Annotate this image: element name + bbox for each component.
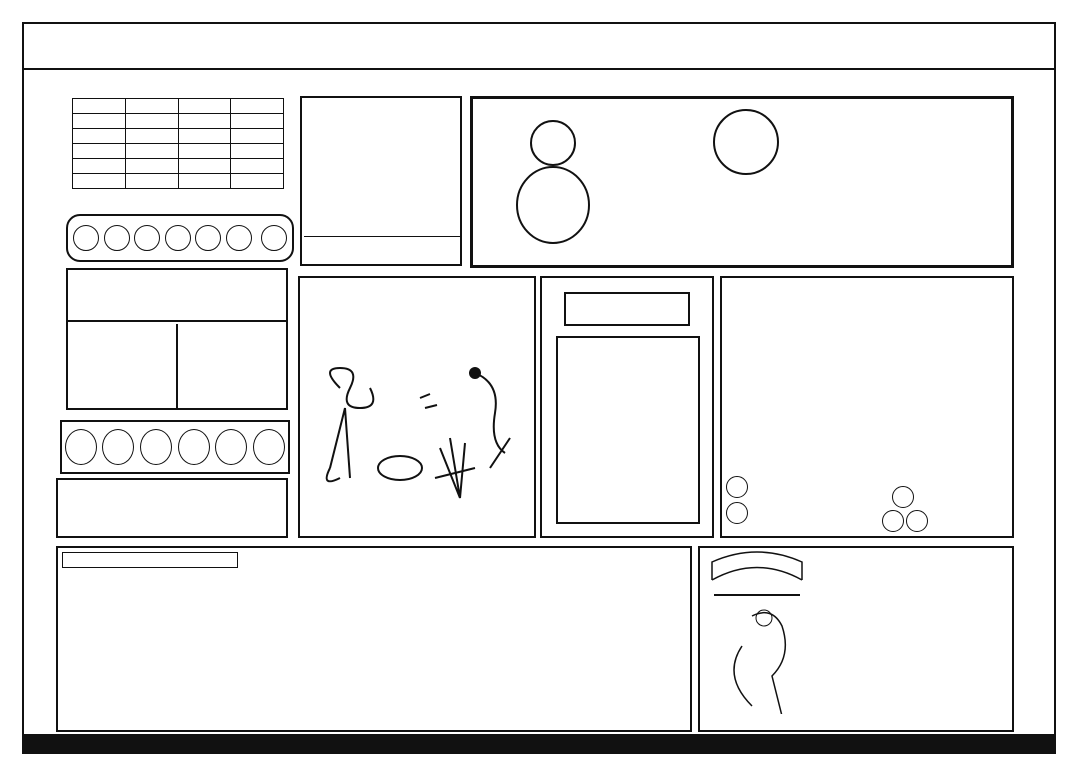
fortune-box [300, 96, 462, 266]
footer-bar [24, 734, 1054, 752]
col-header [231, 99, 284, 114]
ball [178, 429, 210, 465]
jinqi-box [66, 268, 288, 410]
jinqi-title [68, 270, 286, 322]
numbers-row [60, 420, 290, 474]
dot-chart [244, 552, 688, 728]
marksix-strip-top [26, 72, 1018, 90]
scroll [556, 336, 700, 524]
ball [906, 510, 928, 532]
interpretation-panel [698, 546, 1014, 732]
results-panel [56, 546, 692, 732]
ball [215, 429, 247, 465]
ball [73, 225, 99, 251]
ball [104, 225, 130, 251]
old-man-drawing [702, 596, 812, 714]
illustration-drawing [300, 278, 534, 536]
marksix-strip-right [1022, 90, 1040, 730]
ball [140, 429, 172, 465]
hot-cold-table-panel [66, 96, 288, 210]
ball [226, 225, 252, 251]
ball [195, 225, 221, 251]
treasure-map-panel [540, 276, 714, 538]
analysis-column-right [882, 308, 1008, 484]
ball [892, 486, 914, 508]
ball [134, 225, 160, 251]
ball [726, 502, 748, 524]
ball [165, 225, 191, 251]
special-offer-box [56, 478, 288, 538]
col-header [125, 99, 178, 114]
results-title [62, 552, 238, 568]
analysis-panel [720, 276, 1014, 538]
interpretation-image [702, 550, 812, 730]
seal-stamp [713, 109, 779, 175]
treasure-map-title [564, 292, 690, 326]
ball-row [66, 214, 294, 262]
table-row [73, 159, 284, 174]
ball [726, 476, 748, 498]
hot-cold-table [72, 98, 284, 189]
jinqi-option-big [68, 324, 178, 408]
ball [102, 429, 134, 465]
ball [253, 429, 285, 465]
table-row [73, 174, 284, 189]
marksix-strip-left [28, 90, 46, 730]
ball [65, 429, 97, 465]
table-row [73, 114, 284, 129]
header [24, 24, 1054, 70]
col-header [178, 99, 231, 114]
table-row [73, 129, 284, 144]
analysis-column-left [732, 308, 862, 484]
gourd-icon [513, 109, 593, 249]
main-banner [470, 96, 1014, 268]
scroll-poem [580, 364, 652, 484]
jinqi-option-odd [178, 324, 286, 408]
col-header [73, 99, 126, 114]
table-row [73, 144, 284, 159]
ball [882, 510, 904, 532]
illustration-panel [298, 276, 536, 538]
special-ball [261, 225, 287, 251]
book-icon [702, 550, 812, 590]
